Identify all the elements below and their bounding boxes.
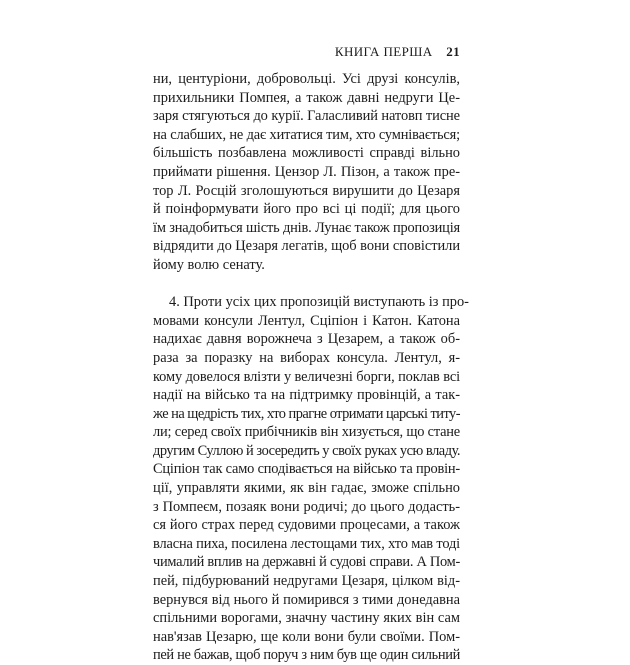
text-line: ся його страх перед судовими процесами, а також [153,517,460,534]
text-line: 4. Проти усіх цих пропозицій виступають із про- [169,294,469,311]
text-line: й поінформувати його про всі ці події; для цього [153,201,460,218]
book-section-title: КНИГА ПЕРША [334,44,433,59]
page-number: 21 [446,44,460,59]
text-line: другим Суллою й зосередить у своїх руках усю владу. [153,442,460,459]
text-line: ли; серед своїх прибічників він хизується, що стане [153,424,460,441]
text-line: пей не бажав, щоб поруч з ним був ще один сильний [153,647,460,664]
text-line: з Помпеєм, позаяк вони родичі; до цього додасть- [153,498,460,515]
text-line: раза за поразку на виборах консула. Лентул, я- [153,349,460,366]
text-line: на слабших, не дає хитатися тим, хто сумнівається; [153,126,460,143]
text-line: власна пиха, посилена лестощами тих, хто мав тоді [153,535,460,552]
body-text [153,70,469,665]
text-line: більшість позбавлена можливості справді вільно [153,145,460,162]
text-line: їм знадобиться шість днів. Лунає також пропозиція [153,219,460,236]
running-header [335,44,460,60]
text-line: Сціпіон так само сподівається на військо та провін- [153,461,460,478]
text-line: ни, центуріони, добровольці. Усі друзі консулів, [153,71,460,87]
text-line: нав'язав Цезарю, ще коли вони були своїми. Пом- [153,628,460,645]
text-line: вернувся від нього й помирився з тими донедавна [153,591,460,608]
text-line: ції, управляти якими, як він гадає, зможе спільно [153,480,460,497]
text-line: же на щедрість тих, хто прагне отримати царські титу- [153,405,460,422]
text-line: йому волю сенату. [153,256,265,273]
paragraph-2 [153,293,469,665]
paragraph-gap [153,275,460,294]
text-line: прихильники Помпея, а також давні недруги Це- [153,89,460,106]
text-line: заря стягуються до курії. Галасливий натовп тисне [153,108,460,125]
text-line: надії на військо та на підтримку провінцій, а так- [153,387,460,404]
text-line: відрядити до Цезаря легатів, щоб вони сповістили [153,238,461,255]
paragraph-1 [153,70,460,275]
text-line: тор Л. Росцій зголошуються вирушити до Цезаря [153,182,460,199]
text-line: мовами консули Лентул, Сціпіон і Катон. Катона [153,312,460,329]
text-line: надихає давня ворожнеча з Цезарем, а також об- [153,331,460,348]
text-line: чималий вплив на державні й судові справи. А Пом- [153,554,460,571]
text-line: пей, підбурюваний недругами Цезаря, цілком від- [153,573,460,590]
text-line: спільними ворогами, значну частину яких він сам [153,610,460,627]
text-line: кому довелося влізти у величезні борги, поклав всі [153,368,460,385]
text-line: приймати рішення. Цензор Л. Пізон, а також пре- [153,163,460,180]
